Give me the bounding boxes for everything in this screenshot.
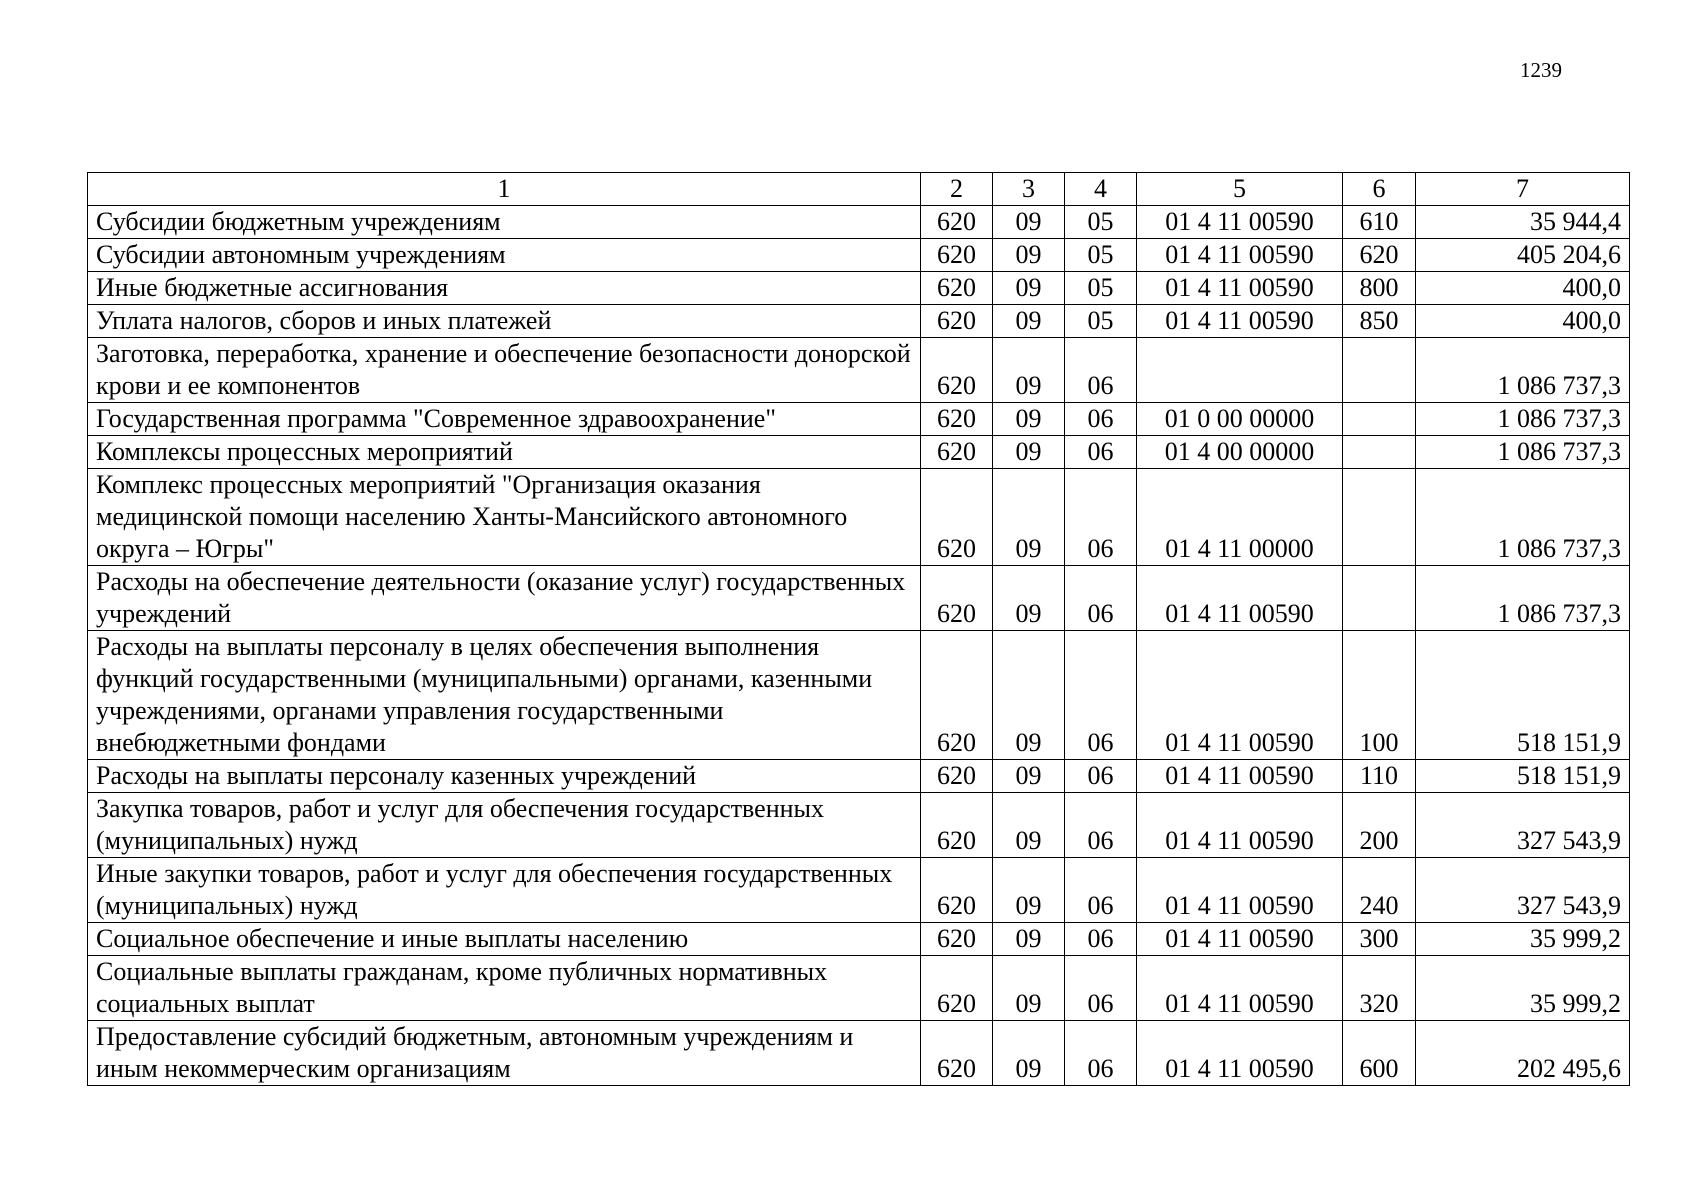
target-article-cell: 01 4 11 00590 [1137, 760, 1343, 793]
ministry-code-cell: 620 [921, 469, 993, 566]
section-code-cell: 09 [993, 793, 1065, 858]
row-name-cell: Субсидии бюджетным учреждениям [88, 206, 921, 239]
amount-cell: 327 543,9 [1416, 858, 1630, 923]
row-name-cell: Иные бюджетные ассигнования [88, 272, 921, 305]
row-name-cell: Субсидии автономным учреждениям [88, 239, 921, 272]
target-article-cell: 01 0 00 00000 [1137, 403, 1343, 436]
ministry-code-cell: 620 [921, 793, 993, 858]
ministry-code-cell: 620 [921, 403, 993, 436]
table-row [88, 469, 1630, 566]
subsection-code-cell: 06 [1065, 956, 1137, 1021]
ministry-code-cell: 620 [921, 566, 993, 631]
ministry-code-cell: 620 [921, 923, 993, 956]
ministry-code-cell: 620 [921, 305, 993, 338]
expense-type-cell: 300 [1343, 923, 1416, 956]
target-article-cell: 01 4 11 00590 [1137, 206, 1343, 239]
section-code-cell: 09 [993, 469, 1065, 566]
ministry-code-cell: 620 [921, 1021, 993, 1086]
subsection-code-cell: 05 [1065, 206, 1137, 239]
section-code-cell: 09 [993, 436, 1065, 469]
table-row [88, 793, 1630, 858]
table-row [88, 272, 1630, 305]
section-code-cell: 09 [993, 956, 1065, 1021]
row-name-cell: Комплекс процессных мероприятий "Организация оказания медицинской помощи населению Ханты-Мансийского автономного округа – Югры" [88, 469, 921, 566]
subsection-code-cell: 06 [1065, 793, 1137, 858]
subsection-code-cell: 06 [1065, 631, 1137, 760]
amount-cell: 1 086 737,3 [1416, 469, 1630, 566]
expense-type-cell: 100 [1343, 631, 1416, 760]
section-code-cell: 09 [993, 272, 1065, 305]
ministry-code-cell: 620 [921, 436, 993, 469]
section-code-cell: 09 [993, 923, 1065, 956]
column-header-5: 5 [1137, 173, 1343, 206]
target-article-cell: 01 4 00 00000 [1137, 436, 1343, 469]
subsection-code-cell: 06 [1065, 469, 1137, 566]
subsection-code-cell: 06 [1065, 403, 1137, 436]
amount-cell: 405 204,6 [1416, 239, 1630, 272]
table-row [88, 923, 1630, 956]
amount-cell: 327 543,9 [1416, 793, 1630, 858]
expense-type-cell: 620 [1343, 239, 1416, 272]
expense-type-cell [1343, 436, 1416, 469]
table-row [88, 305, 1630, 338]
ministry-code-cell: 620 [921, 631, 993, 760]
table-row [88, 436, 1630, 469]
table-row [88, 760, 1630, 793]
header-row [88, 173, 1630, 206]
ministry-code-cell: 620 [921, 760, 993, 793]
subsection-code-cell: 06 [1065, 338, 1137, 403]
section-code-cell: 09 [993, 239, 1065, 272]
row-name-cell: Расходы на обеспечение деятельности (оказание услуг) государственных учреждений [88, 566, 921, 631]
target-article-cell: 01 4 11 00590 [1137, 272, 1343, 305]
amount-cell: 518 151,9 [1416, 631, 1630, 760]
section-code-cell: 09 [993, 1021, 1065, 1086]
target-article-cell: 01 4 11 00590 [1137, 956, 1343, 1021]
column-header-2: 2 [921, 173, 993, 206]
row-name-cell: Уплата налогов, сборов и иных платежей [88, 305, 921, 338]
amount-cell: 202 495,6 [1416, 1021, 1630, 1086]
amount-cell: 518 151,9 [1416, 760, 1630, 793]
amount-cell: 1 086 737,3 [1416, 436, 1630, 469]
subsection-code-cell: 06 [1065, 760, 1137, 793]
target-article-cell: 01 4 11 00590 [1137, 305, 1343, 338]
row-name-cell: Предоставление субсидий бюджетным, автономным учреждениям и иным некоммерческим организациям [88, 1021, 921, 1086]
table-row [88, 338, 1630, 403]
amount-cell: 1 086 737,3 [1416, 566, 1630, 631]
row-name-cell: Комплексы процессных мероприятий [88, 436, 921, 469]
column-header-6: 6 [1343, 173, 1416, 206]
target-article-cell: 01 4 11 00590 [1137, 239, 1343, 272]
row-name-cell: Расходы на выплаты персоналу казенных учреждений [88, 760, 921, 793]
target-article-cell: 01 4 11 00590 [1137, 1021, 1343, 1086]
expense-type-cell [1343, 566, 1416, 631]
table-row [88, 206, 1630, 239]
amount-cell: 1 086 737,3 [1416, 403, 1630, 436]
target-article-cell: 01 4 11 00590 [1137, 566, 1343, 631]
amount-cell: 35 944,4 [1416, 206, 1630, 239]
table-row [88, 239, 1630, 272]
amount-cell: 35 999,2 [1416, 956, 1630, 1021]
section-code-cell: 09 [993, 566, 1065, 631]
table-row [88, 631, 1630, 760]
ministry-code-cell: 620 [921, 239, 993, 272]
table-row [88, 403, 1630, 436]
expense-type-cell: 600 [1343, 1021, 1416, 1086]
amount-cell: 35 999,2 [1416, 923, 1630, 956]
table-row [88, 956, 1630, 1021]
expense-type-cell: 850 [1343, 305, 1416, 338]
expense-type-cell: 800 [1343, 272, 1416, 305]
row-name-cell: Социальные выплаты гражданам, кроме публичных нормативных социальных выплат [88, 956, 921, 1021]
expense-type-cell [1343, 403, 1416, 436]
section-code-cell: 09 [993, 403, 1065, 436]
amount-cell: 1 086 737,3 [1416, 338, 1630, 403]
budget-table [87, 172, 1630, 1086]
column-header-7: 7 [1416, 173, 1630, 206]
row-name-cell: Закупка товаров, работ и услуг для обеспечения государственных (муниципальных) нужд [88, 793, 921, 858]
target-article-cell: 01 4 11 00000 [1137, 469, 1343, 566]
expense-type-cell [1343, 338, 1416, 403]
subsection-code-cell: 06 [1065, 923, 1137, 956]
column-header-4: 4 [1065, 173, 1137, 206]
expense-type-cell: 200 [1343, 793, 1416, 858]
amount-cell: 400,0 [1416, 305, 1630, 338]
table-row [88, 1021, 1630, 1086]
expense-type-cell: 110 [1343, 760, 1416, 793]
row-name-cell: Социальное обеспечение и иные выплаты населению [88, 923, 921, 956]
subsection-code-cell: 06 [1065, 566, 1137, 631]
section-code-cell: 09 [993, 206, 1065, 239]
ministry-code-cell: 620 [921, 858, 993, 923]
section-code-cell: 09 [993, 631, 1065, 760]
target-article-cell: 01 4 11 00590 [1137, 631, 1343, 760]
table-row [88, 858, 1630, 923]
subsection-code-cell: 06 [1065, 1021, 1137, 1086]
amount-cell: 400,0 [1416, 272, 1630, 305]
expense-type-cell: 610 [1343, 206, 1416, 239]
ministry-code-cell: 620 [921, 206, 993, 239]
subsection-code-cell: 05 [1065, 305, 1137, 338]
expense-type-cell: 240 [1343, 858, 1416, 923]
ministry-code-cell: 620 [921, 272, 993, 305]
row-name-cell: Расходы на выплаты персоналу в целях обеспечения выполнения функций государственными (муниципальными) органами, казенными учреждениями, органами управления государственными внебюджетными фондами [88, 631, 921, 760]
page-number: 1239 [1520, 58, 1562, 82]
expense-type-cell [1343, 469, 1416, 566]
row-name-cell: Заготовка, переработка, хранение и обеспечение безопасности донорской крови и ее компонентов [88, 338, 921, 403]
target-article-cell: 01 4 11 00590 [1137, 793, 1343, 858]
target-article-cell [1137, 338, 1343, 403]
table-row [88, 566, 1630, 631]
target-article-cell: 01 4 11 00590 [1137, 858, 1343, 923]
target-article-cell: 01 4 11 00590 [1137, 923, 1343, 956]
subsection-code-cell: 05 [1065, 272, 1137, 305]
row-name-cell: Иные закупки товаров, работ и услуг для обеспечения государственных (муниципальных) нужд [88, 858, 921, 923]
ministry-code-cell: 620 [921, 338, 993, 403]
column-header-1: 1 [88, 173, 921, 206]
subsection-code-cell: 06 [1065, 436, 1137, 469]
section-code-cell: 09 [993, 858, 1065, 923]
section-code-cell: 09 [993, 305, 1065, 338]
section-code-cell: 09 [993, 760, 1065, 793]
ministry-code-cell: 620 [921, 956, 993, 1021]
subsection-code-cell: 06 [1065, 858, 1137, 923]
column-header-3: 3 [993, 173, 1065, 206]
row-name-cell: Государственная программа "Современное здравоохранение" [88, 403, 921, 436]
subsection-code-cell: 05 [1065, 239, 1137, 272]
expense-type-cell: 320 [1343, 956, 1416, 1021]
section-code-cell: 09 [993, 338, 1065, 403]
